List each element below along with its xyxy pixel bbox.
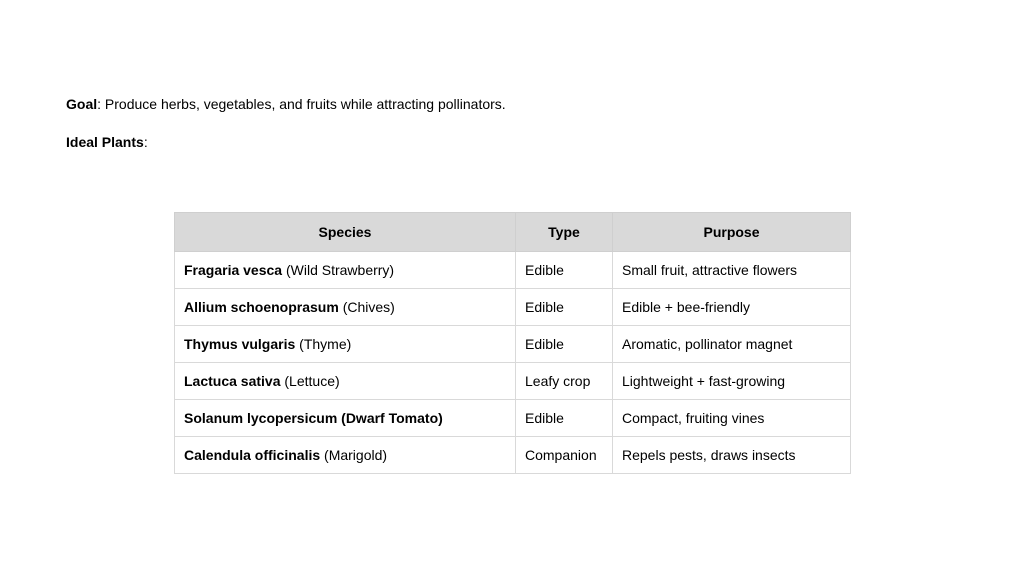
species-common-name: (Marigold) <box>320 447 388 463</box>
species-common-name: (Lettuce) <box>280 373 340 389</box>
type-cell: Companion <box>516 437 613 474</box>
species-scientific-name: Fragaria vesca <box>184 262 283 278</box>
purpose-cell: Aromatic, pollinator magnet <box>613 326 851 363</box>
plants-table <box>174 212 851 474</box>
species-scientific-name: Calendula officinalis <box>184 447 321 463</box>
species-cell <box>175 289 516 326</box>
species-cell <box>175 252 516 289</box>
species-cell <box>175 363 516 400</box>
header-purpose: Purpose <box>613 213 851 252</box>
table-row <box>175 289 851 326</box>
purpose-cell: Compact, fruiting vines <box>613 400 851 437</box>
species-cell <box>175 400 516 437</box>
table-row <box>175 400 851 437</box>
species-scientific-name: Solanum lycopersicum (Dwarf Tomato) <box>184 410 443 426</box>
goal-text: : Produce herbs, vegetables, and fruits while attracting pollinators. <box>97 96 506 112</box>
purpose-cell: Small fruit, attractive flowers <box>613 252 851 289</box>
table-row <box>175 363 851 400</box>
species-scientific-name: Thymus vulgaris <box>184 336 296 352</box>
ideal-plants-line <box>66 133 148 151</box>
goal-line <box>66 95 506 113</box>
table-header-row <box>175 213 851 252</box>
species-cell <box>175 326 516 363</box>
species-scientific-name: Lactuca sativa <box>184 373 281 389</box>
type-cell: Edible <box>516 326 613 363</box>
ideal-plants-label: Ideal Plants <box>66 134 144 150</box>
species-common-name: (Wild Strawberry) <box>282 262 395 278</box>
type-cell: Edible <box>516 252 613 289</box>
purpose-cell: Repels pests, draws insects <box>613 437 851 474</box>
table-row <box>175 437 851 474</box>
species-common-name: (Chives) <box>338 299 395 315</box>
table-row <box>175 326 851 363</box>
goal-label: Goal <box>66 96 98 112</box>
purpose-cell: Edible + bee-friendly <box>613 289 851 326</box>
table-row <box>175 252 851 289</box>
header-type: Type <box>516 213 613 252</box>
type-cell: Edible <box>516 289 613 326</box>
species-common-name: (Thyme) <box>295 336 352 352</box>
species-cell <box>175 437 516 474</box>
type-cell: Edible <box>516 400 613 437</box>
species-scientific-name: Allium schoenoprasum <box>184 299 339 315</box>
ideal-plants-suffix: : <box>143 134 148 150</box>
type-cell: Leafy crop <box>516 363 613 400</box>
header-species: Species <box>175 213 516 252</box>
purpose-cell: Lightweight + fast-growing <box>613 363 851 400</box>
